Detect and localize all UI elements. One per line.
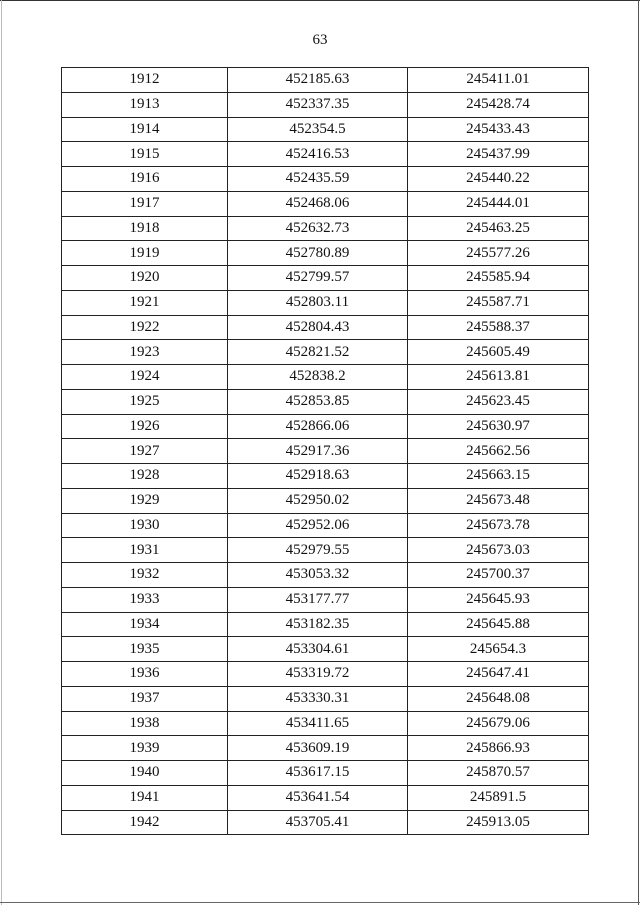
x-coordinate-cell: 452979.55 — [228, 538, 408, 563]
x-coordinate-cell: 453609.19 — [228, 736, 408, 761]
point-number-cell: 1927 — [62, 439, 228, 464]
y-coordinate-cell: 245913.05 — [408, 810, 589, 835]
y-coordinate-cell: 245673.03 — [408, 538, 589, 563]
point-number-cell: 1937 — [62, 686, 228, 711]
point-number-cell: 1928 — [62, 464, 228, 489]
table-row — [62, 414, 589, 439]
point-number-cell: 1923 — [62, 340, 228, 365]
table-row — [62, 389, 589, 414]
y-coordinate-cell: 245433.43 — [408, 117, 589, 142]
table-row — [62, 563, 589, 588]
x-coordinate-cell: 452918.63 — [228, 464, 408, 489]
y-coordinate-cell: 245662.56 — [408, 439, 589, 464]
y-coordinate-cell: 245870.57 — [408, 761, 589, 786]
page-border-bottom — [0, 902, 640, 903]
point-number-cell: 1920 — [62, 266, 228, 291]
table-row — [62, 365, 589, 390]
table-row — [62, 167, 589, 192]
x-coordinate-cell: 453641.54 — [228, 785, 408, 810]
point-number-cell: 1917 — [62, 191, 228, 216]
y-coordinate-cell: 245585.94 — [408, 266, 589, 291]
table-row — [62, 538, 589, 563]
x-coordinate-cell: 453177.77 — [228, 587, 408, 612]
point-number-cell: 1929 — [62, 488, 228, 513]
x-coordinate-cell: 453053.32 — [228, 563, 408, 588]
table-row — [62, 266, 589, 291]
x-coordinate-cell: 452416.53 — [228, 142, 408, 167]
y-coordinate-cell: 245613.81 — [408, 365, 589, 390]
y-coordinate-cell: 245891.5 — [408, 785, 589, 810]
x-coordinate-cell: 452853.85 — [228, 389, 408, 414]
table-row — [62, 488, 589, 513]
point-number-cell: 1919 — [62, 241, 228, 266]
table-row — [62, 340, 589, 365]
y-coordinate-cell: 245663.15 — [408, 464, 589, 489]
y-coordinate-cell: 245444.01 — [408, 191, 589, 216]
y-coordinate-cell: 245648.08 — [408, 686, 589, 711]
point-number-cell: 1922 — [62, 315, 228, 340]
point-number-cell: 1912 — [62, 68, 228, 93]
y-coordinate-cell: 245440.22 — [408, 167, 589, 192]
table-row — [62, 290, 589, 315]
x-coordinate-cell: 452435.59 — [228, 167, 408, 192]
page-border-top — [0, 0, 640, 1]
table-row — [62, 785, 589, 810]
table-row — [62, 464, 589, 489]
table-row — [62, 241, 589, 266]
table-row — [62, 686, 589, 711]
point-number-cell: 1934 — [62, 612, 228, 637]
y-coordinate-cell: 245645.88 — [408, 612, 589, 637]
x-coordinate-cell: 452185.63 — [228, 68, 408, 93]
point-number-cell: 1942 — [62, 810, 228, 835]
x-coordinate-cell: 452799.57 — [228, 266, 408, 291]
table-row — [62, 216, 589, 241]
y-coordinate-cell: 245623.45 — [408, 389, 589, 414]
point-number-cell: 1931 — [62, 538, 228, 563]
point-number-cell: 1924 — [62, 365, 228, 390]
point-number-cell: 1918 — [62, 216, 228, 241]
table-row — [62, 439, 589, 464]
y-coordinate-cell: 245679.06 — [408, 711, 589, 736]
point-number-cell: 1939 — [62, 736, 228, 761]
point-number-cell: 1916 — [62, 167, 228, 192]
point-number-cell: 1941 — [62, 785, 228, 810]
y-coordinate-cell: 245645.93 — [408, 587, 589, 612]
point-number-cell: 1926 — [62, 414, 228, 439]
x-coordinate-cell: 452780.89 — [228, 241, 408, 266]
y-coordinate-cell: 245437.99 — [408, 142, 589, 167]
table-row — [62, 761, 589, 786]
y-coordinate-cell: 245411.01 — [408, 68, 589, 93]
y-coordinate-cell: 245673.48 — [408, 488, 589, 513]
table-row — [62, 117, 589, 142]
point-number-cell: 1932 — [62, 563, 228, 588]
y-coordinate-cell: 245587.71 — [408, 290, 589, 315]
y-coordinate-cell: 245428.74 — [408, 92, 589, 117]
y-coordinate-cell: 245654.3 — [408, 637, 589, 662]
x-coordinate-cell: 452468.06 — [228, 191, 408, 216]
coordinates-table — [61, 67, 589, 835]
x-coordinate-cell: 453304.61 — [228, 637, 408, 662]
y-coordinate-cell: 245463.25 — [408, 216, 589, 241]
x-coordinate-cell: 452950.02 — [228, 488, 408, 513]
table-row — [62, 662, 589, 687]
table-row — [62, 612, 589, 637]
x-coordinate-cell: 452952.06 — [228, 513, 408, 538]
page-border-right — [638, 0, 639, 905]
x-coordinate-cell: 453411.65 — [228, 711, 408, 736]
x-coordinate-cell: 453319.72 — [228, 662, 408, 687]
y-coordinate-cell: 245647.41 — [408, 662, 589, 687]
table-row — [62, 637, 589, 662]
y-coordinate-cell: 245605.49 — [408, 340, 589, 365]
point-number-cell: 1935 — [62, 637, 228, 662]
table-row — [62, 142, 589, 167]
y-coordinate-cell: 245673.78 — [408, 513, 589, 538]
table-row — [62, 587, 589, 612]
point-number-cell: 1938 — [62, 711, 228, 736]
page-border-left — [1, 0, 2, 905]
x-coordinate-cell: 452838.2 — [228, 365, 408, 390]
x-coordinate-cell: 452866.06 — [228, 414, 408, 439]
x-coordinate-cell: 453182.35 — [228, 612, 408, 637]
point-number-cell: 1930 — [62, 513, 228, 538]
y-coordinate-cell: 245577.26 — [408, 241, 589, 266]
point-number-cell: 1914 — [62, 117, 228, 142]
y-coordinate-cell: 245630.97 — [408, 414, 589, 439]
x-coordinate-cell: 452337.35 — [228, 92, 408, 117]
table-row — [62, 736, 589, 761]
table-row — [62, 810, 589, 835]
y-coordinate-cell: 245588.37 — [408, 315, 589, 340]
coordinates-table-body — [62, 68, 589, 835]
y-coordinate-cell: 245866.93 — [408, 736, 589, 761]
table-row — [62, 315, 589, 340]
x-coordinate-cell: 452632.73 — [228, 216, 408, 241]
point-number-cell: 1915 — [62, 142, 228, 167]
x-coordinate-cell: 452354.5 — [228, 117, 408, 142]
point-number-cell: 1940 — [62, 761, 228, 786]
point-number-cell: 1933 — [62, 587, 228, 612]
x-coordinate-cell: 452803.11 — [228, 290, 408, 315]
x-coordinate-cell: 452917.36 — [228, 439, 408, 464]
x-coordinate-cell: 452804.43 — [228, 315, 408, 340]
table-row — [62, 68, 589, 93]
point-number-cell: 1913 — [62, 92, 228, 117]
x-coordinate-cell: 453617.15 — [228, 761, 408, 786]
point-number-cell: 1921 — [62, 290, 228, 315]
table-row — [62, 92, 589, 117]
table-row — [62, 191, 589, 216]
y-coordinate-cell: 245700.37 — [408, 563, 589, 588]
point-number-cell: 1936 — [62, 662, 228, 687]
page-number: 63 — [312, 32, 328, 48]
point-number-cell: 1925 — [62, 389, 228, 414]
table-row — [62, 513, 589, 538]
x-coordinate-cell: 452821.52 — [228, 340, 408, 365]
x-coordinate-cell: 453705.41 — [228, 810, 408, 835]
table-row — [62, 711, 589, 736]
x-coordinate-cell: 453330.31 — [228, 686, 408, 711]
